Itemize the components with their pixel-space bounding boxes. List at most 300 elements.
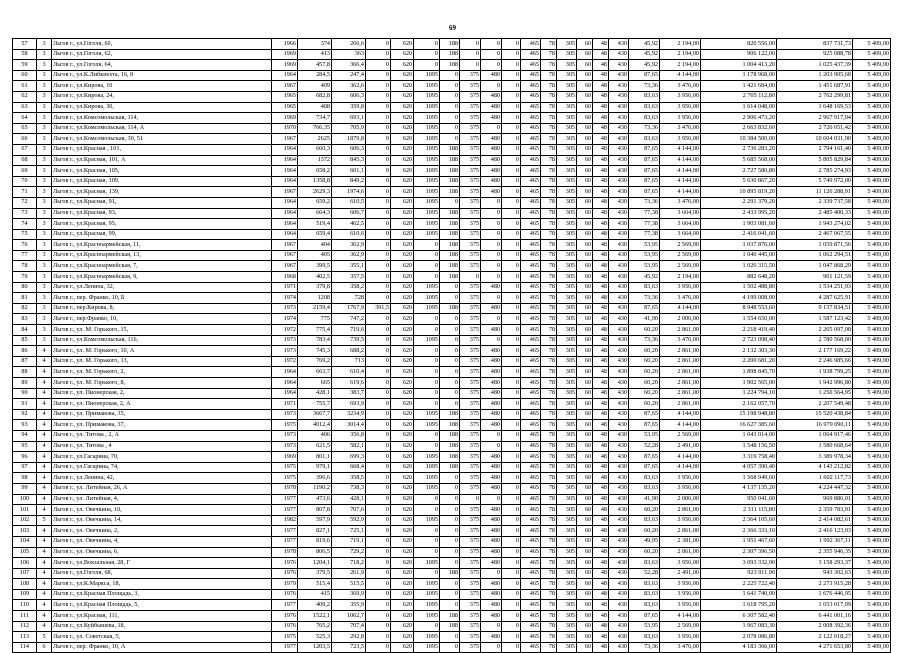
rate-cell: 48 [593, 346, 609, 357]
rate-cell: 620 [391, 473, 414, 484]
rate-cell: 0 [440, 600, 460, 611]
rate-cell: 465 [521, 314, 541, 325]
nonres-area-cell: 0 [366, 261, 391, 272]
table-row [13, 515, 891, 526]
nonres-area-cell: 0 [366, 526, 391, 537]
rate-cell: 1095 [414, 113, 440, 124]
rate-cell: 0 [414, 346, 440, 357]
total-rate-cell: 5 409,00 [853, 81, 891, 92]
cost-cell: 6 307 582,40 [701, 611, 777, 622]
rate-cell: 78 [541, 409, 557, 420]
rate-cell: 0 [440, 589, 460, 600]
rate-cell: 48 [593, 526, 609, 537]
rate-cell: 0 [502, 441, 521, 452]
total-rate-cell: 5 409,00 [853, 621, 891, 632]
total-area-cell: 405 [298, 250, 332, 261]
rate-cell: 78 [541, 600, 557, 611]
rate-cell: 620 [391, 378, 414, 389]
rate-cell: 480 [481, 166, 502, 177]
nonres-area-cell: 0 [366, 293, 391, 304]
rate-cell: 1095 [414, 632, 440, 643]
rate-cell: 480 [481, 144, 502, 155]
indexed-cost-cell: 1 062 294,51 [777, 250, 853, 261]
row-number: 100 [13, 494, 37, 505]
total-area-cell: 775 [298, 314, 332, 325]
rate-cell: 0 [414, 547, 440, 558]
rate-cell: 48 [593, 441, 609, 452]
rate-cell: 620 [391, 494, 414, 505]
rate-cell: 620 [391, 600, 414, 611]
rate-cell: 48 [593, 579, 609, 590]
category-cell: 4 [37, 367, 52, 378]
living-area-cell: 849,2 [332, 176, 366, 187]
year-cell: 1964 [272, 219, 298, 230]
row-number: 74 [13, 219, 37, 230]
rate-cell: 480 [481, 589, 502, 600]
rate-cell: 305 [557, 441, 577, 452]
tariff-cell: 3 476,00 [660, 293, 701, 304]
tariff-cell: 3 956,00 [660, 282, 701, 293]
total-area-cell: 515,4 [298, 579, 332, 590]
rate-cell: 0 [440, 536, 460, 547]
rate-cell: 78 [541, 176, 557, 187]
rate-cell: 305 [557, 452, 577, 463]
tariff-per-m2-cell: 83,63 [629, 579, 660, 590]
rate-cell: 465 [521, 632, 541, 643]
rate-cell: 78 [541, 536, 557, 547]
address-cell: Льгов г., ул.Красноармейская, 13, [52, 250, 272, 261]
address-cell: Льгов г., ул.Гоголя, 62, [52, 49, 272, 60]
tariff-cell: 2 491,00 [660, 441, 701, 452]
nonres-area-cell: 0 [366, 558, 391, 569]
category-cell: 3 [37, 176, 52, 187]
rate-cell: 1095 [414, 123, 440, 134]
row-number: 110 [13, 600, 37, 611]
rate-cell: 620 [391, 39, 414, 50]
address-cell: Льгов г., ул.Ленина, 32, [52, 282, 272, 293]
rate-cell: 0 [502, 356, 521, 367]
rate-cell: 465 [521, 166, 541, 177]
rate-cell: 480 [481, 367, 502, 378]
row-number: 95 [13, 441, 37, 452]
rate-cell: 0 [440, 642, 460, 653]
rate-cell: 78 [541, 399, 557, 410]
total-area-cell: 765,2 [298, 621, 332, 632]
rate-cell: 0 [481, 494, 502, 505]
address-cell: Льгов г., ул.Красная, 99, [52, 229, 272, 240]
rate-cell: 78 [541, 346, 557, 357]
rate-cell: 305 [557, 208, 577, 219]
row-number: 57 [13, 39, 37, 50]
living-area-cell: 358,2 [332, 282, 366, 293]
rate-cell: 465 [521, 367, 541, 378]
row-number: 65 [13, 123, 37, 134]
nonres-area-cell: 0 [366, 113, 391, 124]
rate-cell: 48 [593, 134, 609, 145]
rate-cell: 430 [609, 272, 629, 283]
rate-cell: 48 [593, 102, 609, 113]
rate-cell: 480 [481, 452, 502, 463]
tariff-cell: 4 144,00 [660, 187, 701, 198]
tariff-cell: 4 144,00 [660, 462, 701, 473]
rate-cell: 0 [414, 49, 440, 60]
table-row [13, 229, 891, 240]
rate-cell: 305 [557, 589, 577, 600]
rate-cell: 60 [577, 611, 593, 622]
rate-cell: 48 [593, 70, 609, 81]
rate-cell: 430 [609, 81, 629, 92]
nonres-area-cell: 0 [366, 536, 391, 547]
rate-cell: 0 [414, 536, 440, 547]
rate-cell: 78 [541, 229, 557, 240]
tariff-per-m2-cell: 87,65 [629, 144, 660, 155]
tariff-per-m2-cell: 60,20 [629, 547, 660, 558]
living-area-cell: 713 [332, 356, 366, 367]
rate-cell: 305 [557, 611, 577, 622]
row-number: 96 [13, 452, 37, 463]
category-cell: 4 [37, 473, 52, 484]
rate-cell: 0 [481, 240, 502, 251]
indexed-cost-cell: 2 414 082,61 [777, 515, 853, 526]
rate-cell: 0 [502, 70, 521, 81]
rate-cell: 1095 [414, 452, 440, 463]
nonres-area-cell: 0 [366, 176, 391, 187]
address-cell: Льгов г., ул.Кирова, 24, [52, 91, 272, 102]
rate-cell: 375 [460, 335, 481, 346]
rate-cell: 305 [557, 378, 577, 389]
nonres-area-cell: 0 [366, 49, 391, 60]
rate-cell: 430 [609, 197, 629, 208]
total-area-cell: 806,5 [298, 547, 332, 558]
tariff-per-m2-cell: 87,65 [629, 303, 660, 314]
rate-cell: 0 [502, 558, 521, 569]
indexed-cost-cell: 2 339 737,58 [777, 197, 853, 208]
table-row [13, 600, 891, 611]
indexed-cost-cell: 1 203 905,68 [777, 70, 853, 81]
rate-cell: 78 [541, 579, 557, 590]
rate-cell: 465 [521, 335, 541, 346]
address-cell: Льгов г., ул.Ленина, 42, [52, 473, 272, 484]
total-rate-cell: 5 409,00 [853, 166, 891, 177]
rate-cell: 430 [609, 600, 629, 611]
rate-cell: 430 [609, 155, 629, 166]
rate-cell: 430 [609, 409, 629, 420]
rate-cell: 1095 [414, 462, 440, 473]
living-area-cell: 610,4 [332, 367, 366, 378]
rate-cell: 1095 [414, 473, 440, 484]
rate-cell: 78 [541, 208, 557, 219]
tariff-per-m2-cell: 83,63 [629, 558, 660, 569]
row-number: 63 [13, 102, 37, 113]
tariff-per-m2-cell: 87,65 [629, 70, 660, 81]
rate-cell: 465 [521, 494, 541, 505]
table-row [13, 420, 891, 431]
row-number: 101 [13, 505, 37, 516]
living-area-cell: 1062,7 [332, 611, 366, 622]
living-area-cell: 606,7 [332, 208, 366, 219]
year-cell: 1967 [272, 240, 298, 251]
tariff-cell: 3 956,00 [660, 600, 701, 611]
rate-cell: 0 [440, 505, 460, 516]
rate-cell: 48 [593, 420, 609, 431]
rate-cell: 430 [609, 187, 629, 198]
rate-cell: 305 [557, 621, 577, 632]
tariff-cell: 3 956,00 [660, 134, 701, 145]
rate-cell: 0 [502, 420, 521, 431]
rate-cell: 0 [414, 60, 440, 71]
row-number: 111 [13, 611, 37, 622]
table-row [13, 102, 891, 113]
rate-cell: 0 [502, 325, 521, 336]
rate-cell: 60 [577, 335, 593, 346]
category-cell: 3 [37, 229, 52, 240]
rate-cell: 188 [440, 261, 460, 272]
cost-cell: 1 037 876,00 [701, 240, 777, 251]
tariff-per-m2-cell: 87,65 [629, 409, 660, 420]
total-rate-cell: 5 409,00 [853, 293, 891, 304]
tariff-cell: 3 956,00 [660, 91, 701, 102]
rate-cell: 465 [521, 282, 541, 293]
rate-cell: 620 [391, 367, 414, 378]
rate-cell: 60 [577, 356, 593, 367]
total-area-cell: 457,8 [298, 60, 332, 71]
category-cell: 3 [37, 261, 52, 272]
rate-cell: 78 [541, 568, 557, 579]
total-area-cell: 396,6 [298, 473, 332, 484]
rate-cell: 60 [577, 261, 593, 272]
rate-cell: 78 [541, 611, 557, 622]
rate-cell: 1095 [414, 589, 440, 600]
cost-cell: 2 906 473,20 [701, 113, 777, 124]
total-rate-cell: 5 409,00 [853, 229, 891, 240]
rate-cell: 48 [593, 240, 609, 251]
nonres-area-cell: 0 [366, 642, 391, 653]
nonres-area-cell: 0 [366, 60, 391, 71]
address-cell: Льгов г., ул. Овечкина, 2, [52, 526, 272, 537]
cost-cell: 1 421 684,00 [701, 81, 777, 92]
rate-cell: 0 [440, 70, 460, 81]
total-rate-cell: 5 409,00 [853, 430, 891, 441]
cost-cell: 15 198 948,80 [701, 409, 777, 420]
category-cell: 3 [37, 219, 52, 230]
rate-cell: 375 [460, 483, 481, 494]
indexed-cost-cell: 3 158 293,37 [777, 558, 853, 569]
category-cell: 4 [37, 579, 52, 590]
address-cell: Льгов г., ул. М. Горького, 8, [52, 378, 272, 389]
category-cell: 3 [37, 144, 52, 155]
tariff-per-m2-cell: 73,36 [629, 642, 660, 653]
rate-cell: 60 [577, 70, 593, 81]
total-area-cell: 408 [298, 102, 332, 113]
living-area-cell: 699,3 [332, 452, 366, 463]
rate-cell: 78 [541, 60, 557, 71]
rate-cell: 60 [577, 81, 593, 92]
total-area-cell: 284,5 [298, 70, 332, 81]
address-cell: Льгов г., пер.Кирова, 8, [52, 303, 272, 314]
tariff-cell: 2 861,00 [660, 378, 701, 389]
rate-cell: 1095 [414, 420, 440, 431]
total-rate-cell: 5 409,00 [853, 49, 891, 60]
cost-cell: 16 627 385,60 [701, 420, 777, 431]
rate-cell: 60 [577, 568, 593, 579]
tariff-cell: 3 476,00 [660, 123, 701, 134]
category-cell: 5 [37, 515, 52, 526]
indexed-cost-cell: 15 520 438,84 [777, 409, 853, 420]
rate-cell: 430 [609, 399, 629, 410]
rate-cell: 620 [391, 325, 414, 336]
tariff-per-m2-cell: 45,92 [629, 39, 660, 50]
rate-cell: 188 [440, 452, 460, 463]
rate-cell: 430 [609, 60, 629, 71]
indexed-cost-cell: 901 121,59 [777, 272, 853, 283]
rate-cell: 620 [391, 335, 414, 346]
rate-cell: 78 [541, 494, 557, 505]
rate-cell: 0 [414, 314, 440, 325]
rate-cell: 0 [414, 430, 440, 441]
total-area-cell: 374 [298, 39, 332, 50]
year-cell: 1964 [272, 176, 298, 187]
cost-cell: 2 225 722,40 [701, 579, 777, 590]
tariff-per-m2-cell: 53,95 [629, 250, 660, 261]
nonres-area-cell: 0 [366, 473, 391, 484]
row-number: 99 [13, 483, 37, 494]
rate-cell: 0 [440, 399, 460, 410]
row-number: 85 [13, 335, 37, 346]
nonres-area-cell: 0 [366, 134, 391, 145]
rate-cell: 0 [502, 526, 521, 537]
row-number: 103 [13, 526, 37, 537]
rate-cell: 465 [521, 293, 541, 304]
rate-cell: 78 [541, 134, 557, 145]
rate-cell: 620 [391, 102, 414, 113]
rate-cell: 430 [609, 452, 629, 463]
rate-cell: 375 [460, 568, 481, 579]
category-cell: 4 [37, 346, 52, 357]
rate-cell: 480 [481, 526, 502, 537]
living-area-cell: 247,4 [332, 70, 366, 81]
rate-cell: 480 [481, 91, 502, 102]
rate-cell: 430 [609, 346, 629, 357]
living-area-cell: 601,1 [332, 166, 366, 177]
table-row [13, 621, 891, 632]
total-rate-cell: 5 409,00 [853, 346, 891, 357]
table-row [13, 505, 891, 516]
rate-cell: 430 [609, 335, 629, 346]
year-cell: 1969 [272, 60, 298, 71]
address-cell: Льгов г., ул. М. Горького, 13, [52, 356, 272, 367]
rate-cell: 465 [521, 91, 541, 102]
rate-cell: 1095 [414, 91, 440, 102]
rate-cell: 480 [481, 420, 502, 431]
rate-cell: 1095 [414, 70, 440, 81]
table-row [13, 409, 891, 420]
address-cell: Льгов г., ул. Литейная, 4, [52, 494, 272, 505]
nonres-area-cell: 0 [366, 388, 391, 399]
rate-cell: 48 [593, 611, 609, 622]
indexed-cost-cell: 2 246 985,66 [777, 356, 853, 367]
tariff-cell: 3 476,00 [660, 335, 701, 346]
living-area-cell: 707,4 [332, 621, 366, 632]
rate-cell: 78 [541, 325, 557, 336]
row-number: 68 [13, 155, 37, 166]
rate-cell: 0 [502, 399, 521, 410]
category-cell: 3 [37, 187, 52, 198]
total-area-cell: 734,7 [298, 113, 332, 124]
rate-cell: 0 [481, 568, 502, 579]
rate-cell: 465 [521, 144, 541, 155]
row-number: 109 [13, 589, 37, 600]
tariff-cell: 2 861,00 [660, 367, 701, 378]
rate-cell: 0 [481, 293, 502, 304]
rate-cell: 375 [460, 70, 481, 81]
indexed-cost-cell: 2 762 299,81 [777, 91, 853, 102]
category-cell: 3 [37, 208, 52, 219]
rate-cell: 0 [481, 49, 502, 60]
indexed-cost-cell: 2 467 067,55 [777, 229, 853, 240]
address-cell: Льгов г., ул. Советская, 5, [52, 632, 272, 643]
tariff-per-m2-cell: 83,63 [629, 102, 660, 113]
rate-cell: 0 [460, 39, 481, 50]
tariff-per-m2-cell: 77,38 [629, 229, 660, 240]
row-number: 84 [13, 325, 37, 336]
rate-cell: 78 [541, 430, 557, 441]
address-cell: Льгов г., ул. Пионерская, 2, [52, 388, 272, 399]
nonres-area-cell: 0 [366, 102, 391, 113]
rate-cell: 188 [440, 621, 460, 632]
total-area-cell: 409 [298, 81, 332, 92]
tariff-cell: 4 144,00 [660, 409, 701, 420]
rate-cell: 78 [541, 356, 557, 367]
tariff-cell: 2 569,00 [660, 261, 701, 272]
indexed-cost-cell: 4 224 447,32 [777, 483, 853, 494]
rate-cell: 0 [502, 388, 521, 399]
cost-cell: 2 162 057,70 [701, 399, 777, 410]
tariff-per-m2-cell: 73,36 [629, 81, 660, 92]
rate-cell: 48 [593, 515, 609, 526]
nonres-area-cell: 0 [366, 420, 391, 431]
row-number: 58 [13, 49, 37, 60]
tariff-cell: 3 956,00 [660, 558, 701, 569]
indexed-cost-cell: 16 979 090,11 [777, 420, 853, 431]
nonres-area-cell: 0 [366, 452, 391, 463]
tariff-cell: 2 569,00 [660, 250, 701, 261]
year-cell: 1982 [272, 515, 298, 526]
rate-cell: 1095 [414, 611, 440, 622]
rate-cell: 188 [440, 155, 460, 166]
rate-cell: 465 [521, 611, 541, 622]
rate-cell: 305 [557, 102, 577, 113]
address-cell: Льгов г., ул.Комсомольская, 114, А [52, 123, 272, 134]
tariff-cell: 4 144,00 [660, 611, 701, 622]
total-rate-cell: 5 409,00 [853, 60, 891, 71]
rate-cell: 465 [521, 388, 541, 399]
cost-cell: 2 311 115,80 [701, 505, 777, 516]
cost-cell: 2 705 112,80 [701, 91, 777, 102]
rate-cell: 1095 [414, 409, 440, 420]
rate-cell: 430 [609, 547, 629, 558]
living-area-cell: 366,4 [332, 60, 366, 71]
year-cell: 1969 [272, 452, 298, 463]
rate-cell: 375 [460, 208, 481, 219]
rate-cell: 48 [593, 314, 609, 325]
category-cell: 4 [37, 452, 52, 463]
rate-cell: 60 [577, 176, 593, 187]
indexed-cost-cell: 943 302,63 [777, 568, 853, 579]
rate-cell: 0 [460, 49, 481, 60]
rate-cell: 305 [557, 356, 577, 367]
tariff-per-m2-cell: 83,63 [629, 91, 660, 102]
living-area-cell: 462,5 [332, 219, 366, 230]
